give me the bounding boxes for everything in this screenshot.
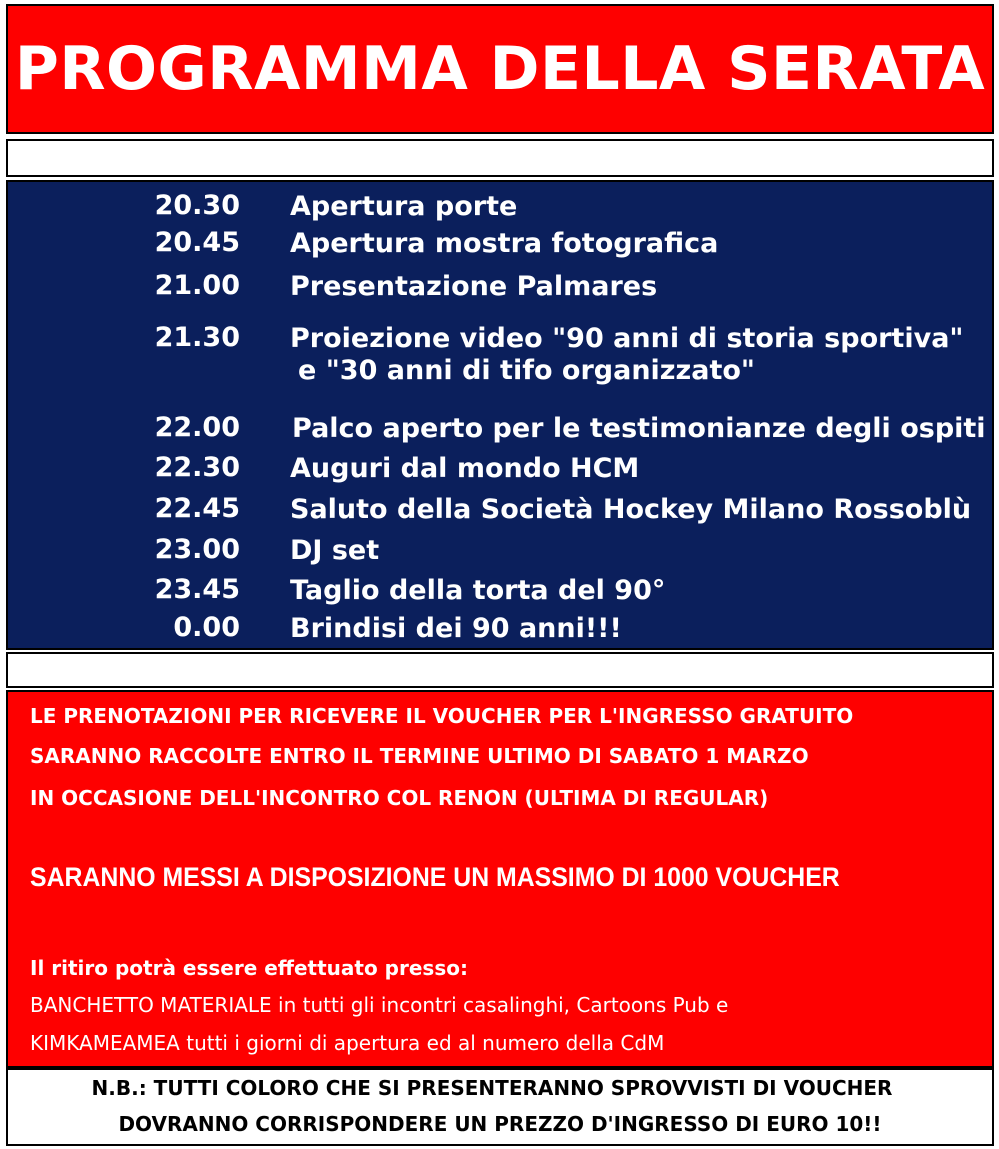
spacer-band bbox=[6, 652, 994, 688]
voucher-limit-text: SARANNO MESSI A DISPOSIZIONE UN MASSIMO DI 1000 VOUCHER bbox=[30, 862, 840, 892]
pickup-heading: Il ritiro potrà essere effettuato presso: bbox=[30, 956, 468, 980]
reservation-line: SARANNO RACCOLTE ENTRO IL TERMINE ULTIMO DI SABATO 1 MARZO bbox=[30, 744, 809, 768]
schedule-time: 23.00 bbox=[154, 534, 240, 565]
schedule-time: 22.30 bbox=[154, 452, 240, 483]
nota-bene-box bbox=[6, 1068, 994, 1146]
nota-bene-line: N.B.: TUTTI COLORO CHE SI PRESENTERANNO SPROVVISTI DI VOUCHER bbox=[91, 1076, 893, 1100]
reservation-info-panel bbox=[6, 690, 994, 1068]
schedule-text: Proiezione video "90 anni di storia sportiva" bbox=[290, 323, 964, 354]
nota-bene-line: DOVRANNO CORRISPONDERE UN PREZZO D'INGRESSO DI EURO 10!! bbox=[118, 1112, 882, 1136]
page-title: PROGRAMMA DELLA SERATA bbox=[14, 34, 986, 104]
title-banner bbox=[6, 4, 994, 134]
schedule-text: Palco aperto per le testimonianze degli ospiti bbox=[292, 413, 986, 444]
schedule-time: 20.30 bbox=[154, 190, 240, 221]
schedule-text: DJ set bbox=[290, 535, 380, 566]
schedule-text: Apertura mostra fotografica bbox=[290, 228, 719, 259]
schedule-text: Apertura porte bbox=[290, 191, 518, 222]
schedule-time: 21.00 bbox=[154, 270, 240, 301]
schedule-time: 23.45 bbox=[154, 574, 240, 605]
pickup-location: BANCHETTO MATERIALE in tutti gli incontri casalinghi, Cartoons Pub e bbox=[30, 993, 729, 1017]
spacer-band bbox=[6, 139, 994, 177]
schedule-text: Auguri dal mondo HCM bbox=[290, 453, 640, 484]
reservation-line: LE PRENOTAZIONI PER RICEVERE IL VOUCHER PER L'INGRESSO GRATUITO bbox=[30, 704, 854, 728]
schedule-text: Saluto della Società Hockey Milano Rossoblù bbox=[290, 494, 972, 525]
schedule-text: Presentazione Palmares bbox=[290, 271, 658, 302]
schedule-text: Brindisi dei 90 anni!!! bbox=[290, 613, 622, 644]
schedule-text-continued: e "30 anni di tifo organizzato" bbox=[298, 355, 755, 386]
schedule-time: 20.45 bbox=[154, 227, 240, 258]
pickup-location: KIMKAMEAMEA tutti i giorni di apertura ed al numero della CdM bbox=[30, 1031, 665, 1055]
schedule-time: 21.30 bbox=[154, 322, 240, 353]
schedule-time: 0.00 bbox=[173, 612, 240, 643]
schedule-text: Taglio della torta del 90° bbox=[290, 575, 666, 606]
schedule-time: 22.00 bbox=[154, 412, 240, 443]
schedule-time: 22.45 bbox=[154, 493, 240, 524]
reservation-line: IN OCCASIONE DELL'INCONTRO COL RENON (ULTIMA DI REGULAR) bbox=[30, 786, 769, 810]
schedule-panel bbox=[6, 180, 994, 650]
